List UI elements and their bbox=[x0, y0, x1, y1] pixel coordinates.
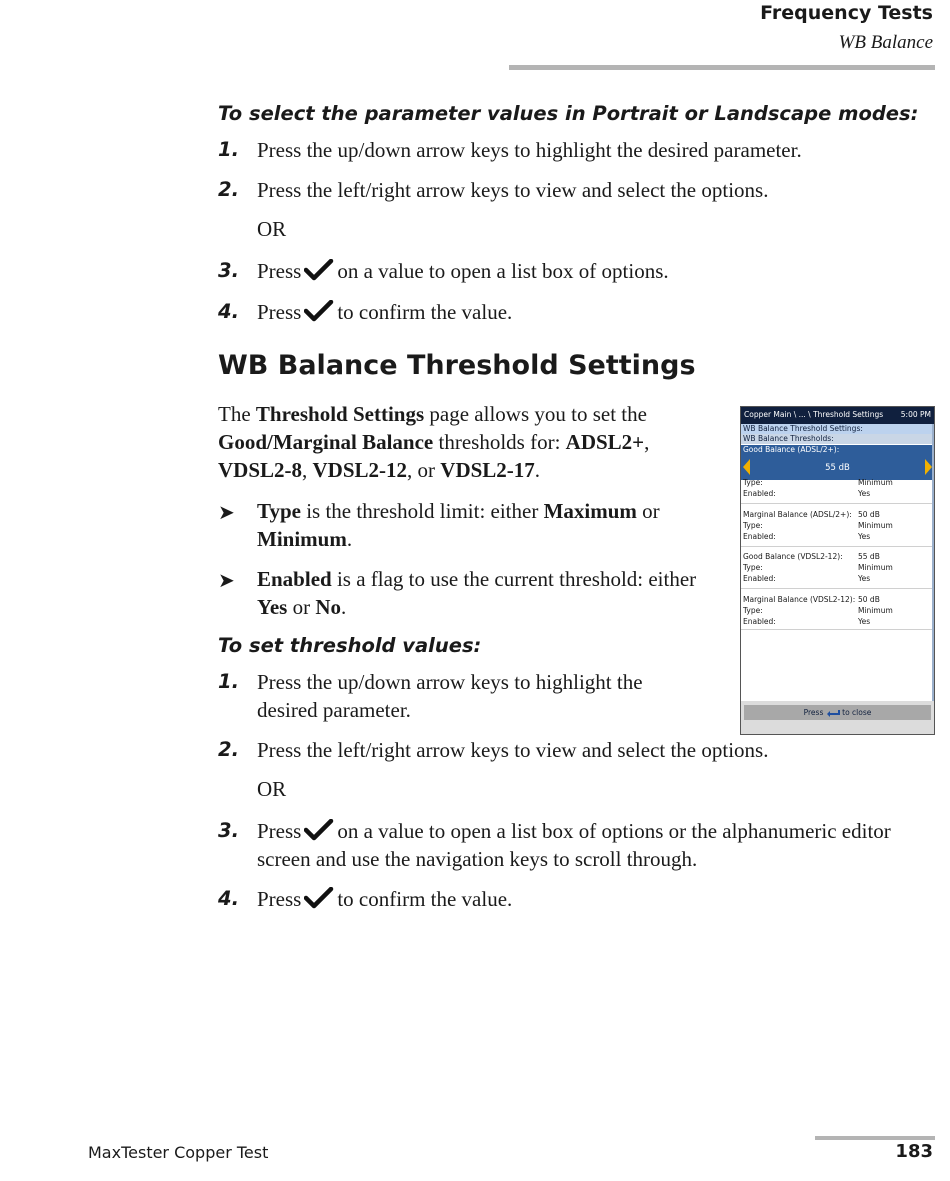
setting-row[interactable]: Type: Minimum bbox=[743, 478, 893, 487]
step-text: Press the left/right arrow keys to view and select the options. bbox=[257, 178, 769, 202]
step-number: 2. bbox=[218, 738, 239, 761]
section-heading: WB Balance Threshold Settings bbox=[218, 350, 696, 381]
step-text-pre: Press bbox=[257, 819, 302, 843]
checkmark-icon bbox=[304, 259, 334, 281]
value-selector[interactable] bbox=[741, 455, 934, 480]
step-text-post: on a value to open a list box of options. bbox=[337, 259, 669, 283]
checkmark-icon bbox=[304, 819, 334, 841]
row-divider bbox=[741, 588, 934, 589]
setting-row[interactable]: Type: Minimum bbox=[743, 606, 893, 615]
good-balance-adsl-row[interactable]: Good Balance (ADSL/2+): bbox=[741, 445, 934, 455]
close-hint-bar[interactable]: Press to close bbox=[744, 705, 931, 720]
step-item bbox=[218, 736, 933, 764]
step-text: Press the up/down arrow keys to highlight the desired parameter. bbox=[257, 138, 802, 162]
setting-row[interactable]: Enabled: Yes bbox=[743, 532, 871, 541]
device-clock: 5:00 PM bbox=[900, 410, 931, 419]
step-item bbox=[218, 136, 933, 164]
row-divider bbox=[741, 546, 934, 547]
step-number: 2. bbox=[218, 178, 239, 201]
running-header-subtitle: WB Balance bbox=[838, 32, 933, 53]
step-text-pre: Press bbox=[257, 887, 302, 911]
page-number: 183 bbox=[895, 1141, 933, 1162]
setting-row[interactable]: Good Balance (VDSL2-12): 55 dB bbox=[743, 552, 880, 561]
step-item bbox=[218, 817, 933, 873]
device-title-bar bbox=[741, 407, 934, 424]
selected-value: 55 dB bbox=[825, 463, 850, 473]
setting-row[interactable]: Type: Minimum bbox=[743, 521, 893, 530]
settings-row[interactable]: WB Balance Threshold Settings: bbox=[741, 424, 934, 434]
arrowhead-bullet-icon: ➤ bbox=[218, 570, 235, 592]
row-divider bbox=[741, 629, 934, 630]
setting-row[interactable]: Enabled: Yes bbox=[743, 574, 871, 583]
footer-document-title: MaxTester Copper Test bbox=[88, 1143, 269, 1162]
step-item bbox=[218, 298, 933, 326]
step-text: Press the left/right arrow keys to view and select the options. bbox=[257, 738, 769, 762]
scrollbar[interactable] bbox=[932, 424, 934, 701]
setting-row[interactable]: Enabled: Yes bbox=[743, 489, 871, 498]
step-item bbox=[218, 668, 708, 724]
step-number: 4. bbox=[218, 887, 239, 910]
step-number: 4. bbox=[218, 300, 239, 323]
checkmark-icon bbox=[304, 300, 334, 322]
step-item bbox=[218, 257, 933, 285]
setting-row[interactable]: Type: Minimum bbox=[743, 563, 893, 572]
arrowhead-bullet-icon: ➤ bbox=[218, 502, 235, 524]
threshold-settings-screenshot bbox=[740, 406, 935, 735]
or-separator: OR bbox=[257, 217, 287, 241]
step-number: 1. bbox=[218, 670, 239, 693]
footer-rule bbox=[815, 1136, 935, 1140]
device-footer bbox=[741, 701, 934, 734]
or-separator: OR bbox=[257, 777, 287, 801]
step-text-post: to confirm the value. bbox=[337, 887, 513, 911]
step-number: 3. bbox=[218, 259, 239, 282]
procedure-title: To select the parameter values in Portrait or Landscape modes: bbox=[218, 102, 919, 125]
procedure-title: To set threshold values: bbox=[218, 634, 482, 657]
step-text: Press the up/down arrow keys to highlight the desired parameter. bbox=[257, 670, 643, 722]
row-divider bbox=[741, 503, 934, 504]
checkmark-icon bbox=[304, 887, 334, 909]
intro-paragraph: The Threshold Settings page allows you to set the Good/Marginal Balance thresholds for: ADSL2+, VDSL2-8, VDSL2-12, or VDSL2-17. bbox=[218, 402, 650, 482]
step-number: 3. bbox=[218, 819, 239, 842]
setting-row[interactable]: Enabled: Yes bbox=[743, 617, 871, 626]
bullet-item: ➤ Type is the threshold limit: either Maximum or Minimum. bbox=[218, 499, 660, 551]
setting-row[interactable]: Marginal Balance (VDSL2-12): 50 dB bbox=[743, 595, 880, 604]
step-text-pre: Press bbox=[257, 300, 302, 324]
setting-row[interactable]: Marginal Balance (ADSL/2+): 50 dB bbox=[743, 510, 880, 519]
device-breadcrumb: Copper Main \ ... \ Threshold Settings bbox=[744, 410, 884, 419]
step-text-post: to confirm the value. bbox=[337, 300, 513, 324]
thresholds-row[interactable]: WB Balance Thresholds: bbox=[741, 434, 934, 444]
running-header-title: Frequency Tests bbox=[760, 2, 933, 24]
back-arrow-icon bbox=[826, 709, 840, 717]
step-number: 1. bbox=[218, 138, 239, 161]
step-item bbox=[218, 176, 933, 204]
bullet-item: ➤ Enabled is a flag to use the current threshold: either Yes or No. bbox=[218, 567, 697, 619]
step-item bbox=[218, 885, 933, 913]
step-text-post: on a value to open a list box of options or the alphanumeric editor screen and use the navigation keys to scroll through. bbox=[257, 819, 891, 871]
header-rule bbox=[509, 65, 935, 70]
step-text-pre: Press bbox=[257, 259, 302, 283]
right-arrow-icon[interactable] bbox=[925, 459, 932, 475]
